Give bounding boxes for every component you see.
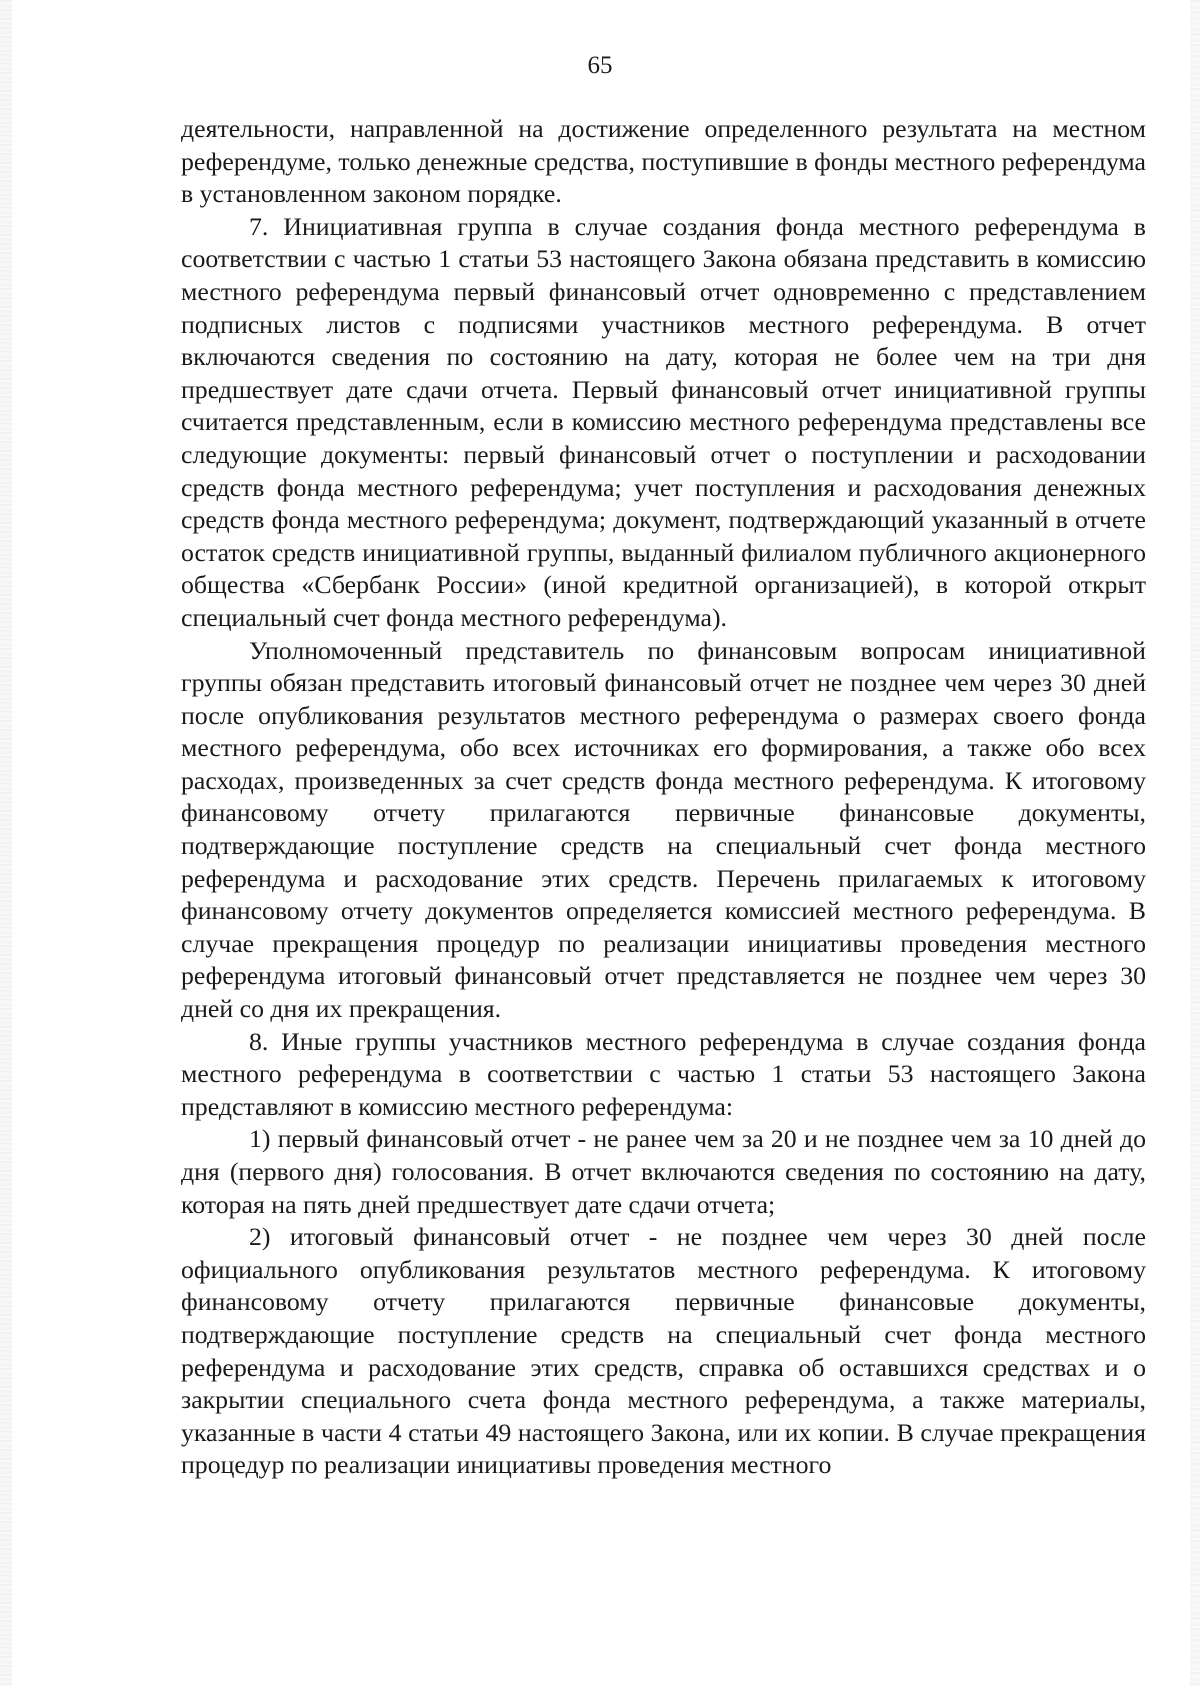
page-number: 65 xyxy=(587,52,613,79)
scan-edge-left xyxy=(0,0,12,1686)
document-body xyxy=(181,113,1146,1482)
scan-edge-right xyxy=(1190,0,1200,1686)
paragraph-continuation: деятельности, направленной на достижение определенного результата на местном референдуме, только денежные средства, поступившие в фонды местного референдума в установленном законом порядке. xyxy=(181,114,1146,209)
paragraph-subitem-2: 2) итоговый финансовый отчет - не позднее чем через 30 дней после официального опубликования результатов местного референдума. К итоговому финансовому отчету прилагаются первичные финансовые документы, подтверждающие поступление средств на специальный счет фонда местного референдума и расходование этих средств, справка об оставшихся средствах и о закрытии специального счета фонда местного референдума, а также материалы, указанные в части 4 статьи 49 настоящего Закона, или их копии. В случае прекращения процедур по реализации инициативы проведения местного xyxy=(181,1222,1146,1480)
paragraph-item-7: 7. Инициативная группа в случае создания фонда местного референдума в соответствии с частью 1 статьи 53 настоящего Закона обязана представить в комиссию местного референдума первый финансовый отчет одновременно с представлением подписных листов с подписями участников местного референдума. В отчет включаются сведения по состоянию на дату, которая не более чем на три дня предшествует дате сдачи отчета. Первый финансовый отчет инициативной группы считается представленным, если в комиссию местного референдума представлены все следующие документы: первый финансовый отчет о поступлении и расходовании средств фонда местного референдума; учет поступления и расходования денежных средств фонда местного референдума; документ, подтверждающий указанный в отчете остаток средств инициативной группы, выданный филиалом публичного акционерного общества «Сбербанк России» (иной кредитной организацией), в которой открыт специальный счет фонда местного референдума). xyxy=(181,211,1146,632)
paragraph-authorized-representative: Уполномоченный представитель по финансовым вопросам инициативной группы обязан представить итоговый финансовый отчет не позднее чем через 30 дней после опубликования результатов местного референдума о размерах своего фонда местного референдума, обо всех источниках его формирования, а также обо всех расходах, произведенных за счет средств фонда местного референдума. К итоговому финансовому отчету прилагаются первичные финансовые документы, подтверждающие поступление средств на специальный счет фонда местного референдума и расходование этих средств. Перечень прилагаемых к итоговому финансовому отчету документов определяется комиссией местного референдума. В случае прекращения процедур по реализации инициативы проведения местного референдума итоговый финансовый отчет представляется не позднее чем через 30 дней со дня их прекращения. xyxy=(181,635,1146,1024)
paragraph-item-8: 8. Иные группы участников местного референдума в случае создания фонда местного референдума в соответствии с частью 1 статьи 53 настоящего Закона представляют в комиссию местного референдума: xyxy=(181,1026,1146,1121)
paragraph-subitem-1: 1) первый финансовый отчет - не ранее чем за 20 и не позднее чем за 10 дней до дня (первого дня) голосования. В отчет включаются сведения по состоянию на дату, которая на пять дней предшествует дате сдачи отчета; xyxy=(181,1124,1146,1219)
